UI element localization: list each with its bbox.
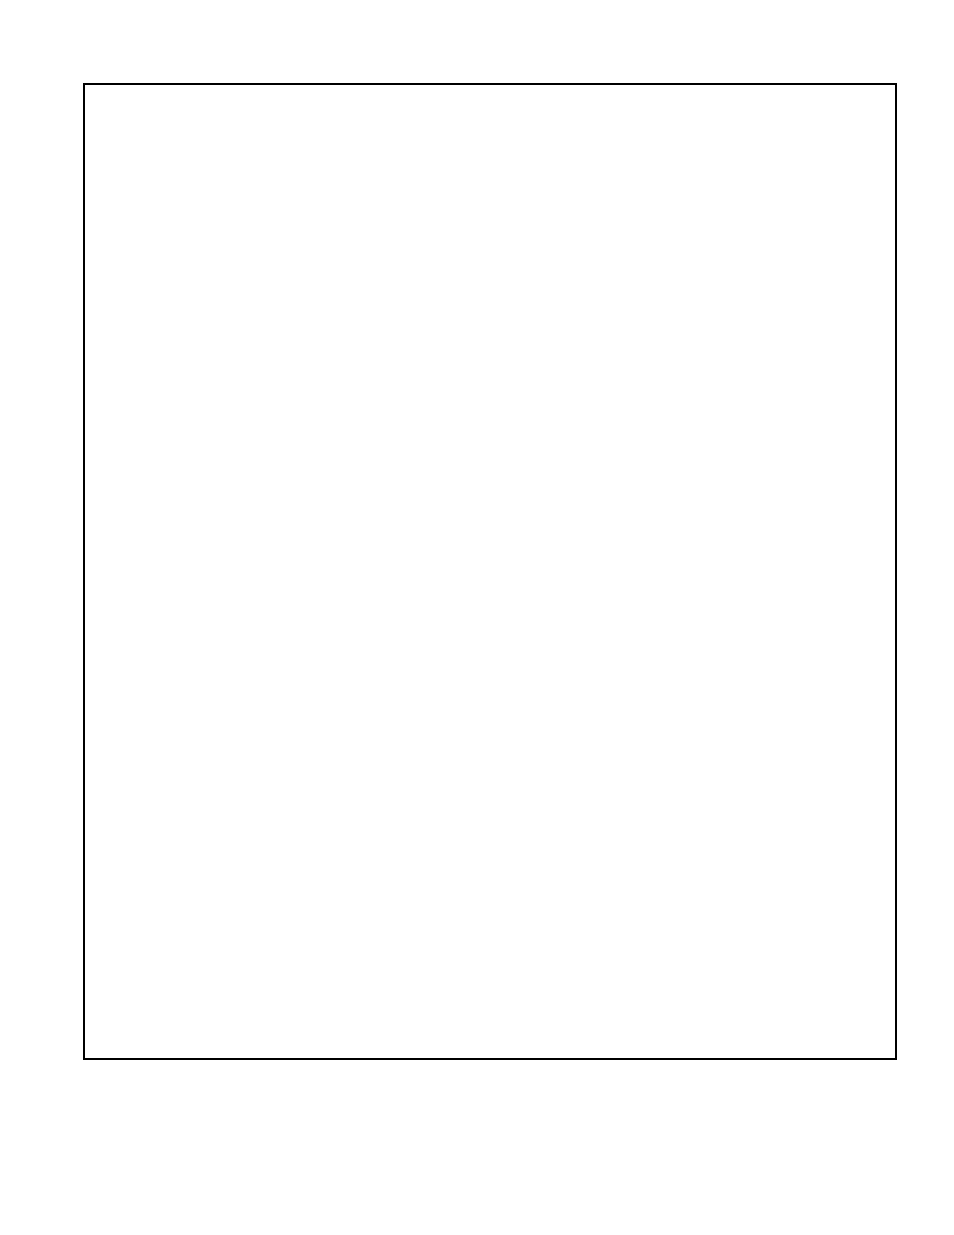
form-outer-frame	[83, 83, 897, 1060]
